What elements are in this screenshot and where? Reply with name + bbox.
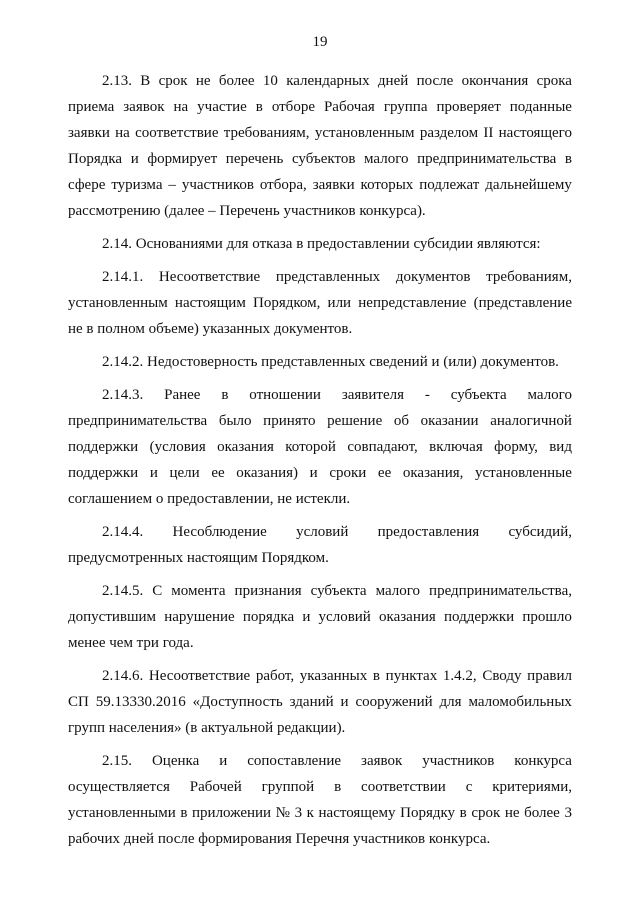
text-line: менее чем три года. [68, 635, 194, 651]
text-line: 2.14.6. Несоответствие работ, указанных в пунктах 1.4.2, Своду правил [102, 668, 572, 684]
text-line: поддержки (условия оказания которой совпадают, включая форму, вид [68, 439, 572, 455]
text-line: 2.14.1. Несоответствие представленных документов требованиям, [102, 269, 572, 285]
text-line: заявки на соответствие требованиям, установленным разделом II настоящего [68, 125, 572, 141]
text-line: приема заявок на участие в отборе Рабочая группа проверяет поданные [68, 99, 572, 115]
text-line: 2.14. Основаниями для отказа в предоставлении субсидии являются: [102, 236, 541, 252]
page-number: 19 [312, 34, 328, 50]
paragraph-2-14-6 [68, 663, 572, 741]
paragraph-2-15 [68, 748, 572, 852]
text-line: рассмотрению (далее – Перечень участников конкурса). [68, 203, 426, 219]
text-line: 2.14.5. С момента признания субъекта малого предпринимательства, [102, 583, 572, 599]
text-line: поддержки и цели ее оказания) и сроки ее оказания, установленные [68, 465, 572, 481]
paragraph-2-14-2 [68, 349, 572, 375]
text-line: 2.14.2. Недостоверность представленных сведений и (или) документов. [102, 354, 559, 370]
text-line: осуществляется Рабочей группой в соответствии с критериями, [68, 779, 572, 795]
text-line: СП 59.13330.2016 «Доступность зданий и сооружений для маломобильных [68, 694, 572, 710]
document-body [68, 68, 572, 859]
text-line: 2.14.4. Несоблюдение условий предоставления субсидий, [102, 524, 572, 540]
text-line: 2.14.3. Ранее в отношении заявителя - субъекта малого [102, 387, 572, 403]
text-line: допустившим нарушение порядка и условий оказания поддержки прошло [68, 609, 572, 625]
text-line: предусмотренных настоящим Порядком. [68, 550, 329, 566]
text-line: предпринимательства было принято решение об оказании аналогичной [68, 413, 572, 429]
paragraph-2-14-5 [68, 578, 572, 656]
text-line: сфере туризма – участников отбора, заявки которых подлежат дальнейшему [68, 177, 572, 193]
paragraph-2-14-4 [68, 519, 572, 571]
text-line: рабочих дней после формирования Перечня участников конкурса. [68, 831, 491, 847]
paragraph-2-14-3 [68, 382, 572, 512]
paragraph-2-13 [68, 68, 572, 224]
text-line: Порядка и формирует перечень субъектов малого предпринимательства в [68, 151, 572, 167]
text-line: 2.13. В срок не более 10 календарных дней после окончания срока [102, 73, 572, 89]
text-line: установленным настоящим Порядком, или непредставление (представление [68, 295, 572, 311]
paragraph-2-14-1 [68, 264, 572, 342]
text-line: установленными в приложении № 3 к настоящему Порядку в срок не более 3 [68, 805, 572, 821]
text-line: соглашением о предоставлении, не истекли. [68, 491, 351, 507]
text-line: групп населения» (в актуальной редакции). [68, 720, 346, 736]
text-line: 2.15. Оценка и сопоставление заявок участников конкурса [102, 753, 572, 769]
paragraph-2-14 [68, 231, 572, 257]
text-line: не в полном объеме) указанных документов. [68, 321, 353, 337]
